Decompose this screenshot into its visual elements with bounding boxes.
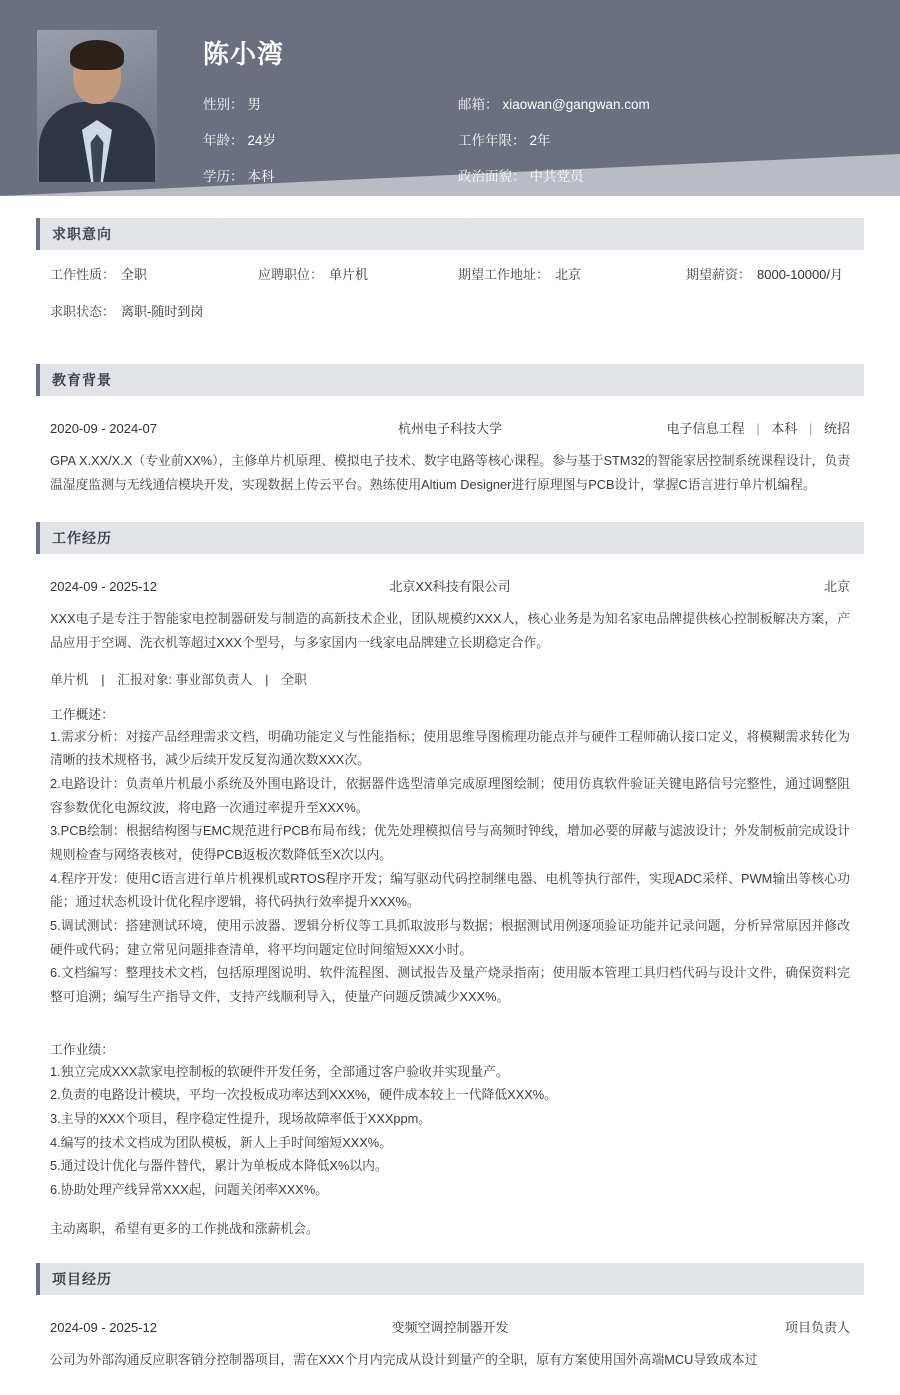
section-title-intention: 求职意向	[52, 226, 112, 242]
avatar-hair	[70, 40, 124, 70]
resume-header	[0, 0, 900, 220]
intention-position-label: 应聘职位：	[258, 267, 324, 282]
intention-salary-label: 期望薪资：	[686, 267, 752, 282]
work-company-description: XXX电子是专注于智能家电控制器研发与制造的高新技术企业，团队规模约XXX人，核心业务是为知名家电品牌提供核心控制板解决方案，产品应用于空调、洗衣机等超过XXX个型号，与多家国内一线家电品牌建立长期稳定合作。	[50, 611, 850, 651]
work-overview-title: 工作概述：	[50, 706, 114, 722]
info-gender	[203, 93, 458, 113]
education-admission: 统招	[823, 421, 850, 436]
section-header-work	[36, 522, 864, 554]
resume-body	[0, 218, 900, 1395]
work-overview-item: 5.调试测试：搭建测试环境，使用示波器、逻辑分析仪等工具抓取波形与数据；根据测试用例逐项验证功能并记录问题，分析异常原因并修改硬件或代码；建立常见问题排查清单，将平均问题定位时间缩短XXX小时。	[50, 918, 850, 957]
intention-row-2	[50, 301, 850, 320]
intention-job-type-value: 全职	[121, 267, 148, 282]
info-experience	[458, 129, 850, 149]
info-age	[203, 129, 458, 149]
education-major: 电子信息工程	[666, 421, 745, 436]
info-phone	[203, 201, 458, 221]
work-meta: 单片机 | 汇报对象: 事业部负责人 | 全职	[50, 671, 307, 687]
work-overview-item: 4.程序开发：使用C语言进行单片机裸机或RTOS程序开发；编写驱动代码控制继电器、电机等执行部件，实现ADC采样、PWM输出等核心功能；通过状态机设计优化程序逻辑，将代码执行效率提升XXX%。	[50, 870, 850, 910]
section-body-work	[0, 554, 900, 1240]
info-email-label: 邮箱：	[458, 97, 499, 112]
education-meta	[550, 418, 850, 437]
info-phone-value: 18600001654	[261, 205, 344, 220]
section-body-project	[0, 1295, 900, 1376]
intention-status	[50, 301, 258, 320]
intention-salary	[686, 264, 843, 283]
project-date: 2024-09 - 2025-12	[50, 1319, 157, 1335]
work-achievement-item: 6.协助处理产线异常XXX起，问题关闭率XXX%。	[50, 1182, 329, 1198]
info-political	[458, 165, 850, 185]
project-name: 变频空调控制器开发	[391, 1319, 509, 1335]
work-achievement-title: 工作业绩：	[50, 1041, 114, 1057]
header-info-grid	[203, 93, 850, 221]
education-sep-2: |	[808, 421, 813, 436]
info-education-label: 学历：	[203, 169, 244, 184]
project-role: 项目负责人	[784, 1319, 850, 1335]
info-experience-value: 2年	[529, 133, 551, 148]
education-degree: 本科	[771, 421, 798, 436]
work-achievement-item: 3.主导的XXX个项目，程序稳定性提升，现场故障率低于XXXppm。	[50, 1111, 432, 1127]
work-date: 2024-09 - 2025-12	[50, 579, 157, 595]
work-location: 北京	[823, 579, 850, 595]
work-achievement-item: 4.编写的技术文档成为团队模板，新人上手时间缩短XXX%。	[50, 1134, 392, 1150]
section-header-education	[36, 364, 864, 396]
section-title-project: 项目经历	[52, 1270, 112, 1287]
section-body-education	[0, 396, 900, 500]
intention-salary-value: 8000-10000/月	[757, 267, 844, 282]
info-email-value: xiaowan@gangwan.com	[502, 97, 650, 112]
info-political-value: 中共党员	[529, 169, 584, 184]
intention-status-value: 离职-随时到岗	[121, 304, 204, 319]
info-marital-value: 未婚	[529, 205, 557, 220]
education-description: GPA X.XX/X.X（专业前XX%），主修单片机原理、模拟电子技术、数字电路等核心课程。参与基于STM32的智能家居控制系统课程设计，负责温湿度监测与无线通信模块开发，实现数据上传云平台。熟练使用Altium Designer进行原理图与PCB设计，掌握C语言进行单片机编程。	[50, 453, 850, 492]
info-age-label: 年龄：	[203, 133, 244, 148]
education-date: 2020-09 - 2024-07	[50, 421, 157, 436]
info-email	[458, 93, 850, 113]
section-title-education: 教育背景	[52, 372, 112, 388]
work-achievement-item: 1.独立完成XXX款家电控制板的软硬件开发任务，全部通过客户验收并实现量产。	[50, 1063, 509, 1079]
info-gender-value: 男	[247, 97, 261, 112]
info-marital	[458, 201, 850, 221]
info-education-value: 本科	[247, 169, 275, 184]
intention-job-type-label: 工作性质：	[50, 267, 116, 282]
work-achievement-item: 2.负责的电路设计模块，平均一次投板成功率达到XXX%，硬件成本较上一代降低XXX%。	[50, 1087, 557, 1103]
intention-location-label: 期望工作地址：	[458, 267, 550, 282]
intention-location	[458, 264, 686, 283]
project-description: 公司为外部沟通反应职客销分控制器项目，需在XXX个月内完成从设计到量产的全职，原有方案使用国外高端MCU导致成本过	[50, 1351, 758, 1367]
work-achievement-list	[50, 1060, 850, 1202]
info-age-value: 24岁	[247, 133, 277, 148]
work-overview-item: 3.PCB绘制：根据结构图与EMC规范进行PCB布局布线；优先处理模拟信号与高频时钟线，增加必要的屏蔽与滤波设计；外发制板前完成设计规则检查与网络表核对，使得PCB返板次数降低至X次以内。	[50, 823, 850, 863]
info-education	[203, 165, 458, 185]
section-title-work: 工作经历	[52, 530, 112, 547]
info-marital-label: 婚姻状态：	[458, 205, 526, 220]
work-leave-reason: 主动离职，希望有更多的工作挑战和涨薪机会。	[50, 1220, 319, 1236]
intention-location-value: 北京	[555, 267, 582, 282]
education-sep-1: |	[756, 421, 760, 436]
section-header-intention	[36, 218, 864, 250]
work-overview-item: 2.电路设计：负责单片机最小系统及外围电路设计，依据器件选型清单完成原理图绘制；使用仿真软件验证关键电路信号完整性，通过调整阻容参数优化电源纹波，将电路一次通过率提升至XXX%。	[50, 776, 850, 815]
info-phone-label: 手机号：	[203, 205, 257, 220]
work-achievement-item: 5.通过设计优化与器件替代，累计为单板成本降低X%以内。	[50, 1158, 388, 1174]
work-overview-list	[50, 725, 850, 1009]
intention-job-type	[50, 264, 258, 283]
work-overview-item: 6.文档编写：整理技术文档，包括原理图说明、软件流程图、测试报告及量产烧录指南；使用版本管理工具归档代码与设计文件，确保资料完整可追溯；编写生产指导文件，支持产线顺利导入，使量产问题反馈减少XXX%。	[50, 965, 850, 1005]
work-spacer	[50, 1009, 850, 1023]
info-political-label: 政治面貌：	[458, 169, 526, 184]
work-entry-head	[50, 576, 850, 595]
intention-position-value: 单片机	[329, 267, 369, 282]
section-body-intention	[0, 250, 900, 342]
education-entry-head	[50, 418, 850, 437]
candidate-name: 陈小湾	[203, 39, 285, 69]
info-experience-label: 工作年限：	[458, 133, 526, 148]
avatar	[37, 30, 157, 182]
info-gender-label: 性别：	[203, 97, 244, 112]
project-entry-head	[50, 1317, 850, 1336]
work-company: 北京XX科技有限公司	[389, 579, 511, 595]
section-header-project	[36, 1263, 864, 1295]
education-school: 杭州电子科技大学	[397, 421, 502, 436]
intention-row-1	[50, 264, 850, 283]
work-overview-item: 1.需求分析：对接产品经理需求文档，明确功能定义与性能指标；使用思维导图梳理功能点并与硬件工程师确认接口定义，将模糊需求转化为清晰的技术规格书，减少后续开发反复沟通次数XXX次。	[50, 728, 850, 768]
intention-status-label: 求职状态：	[50, 304, 116, 319]
intention-position	[258, 264, 458, 283]
